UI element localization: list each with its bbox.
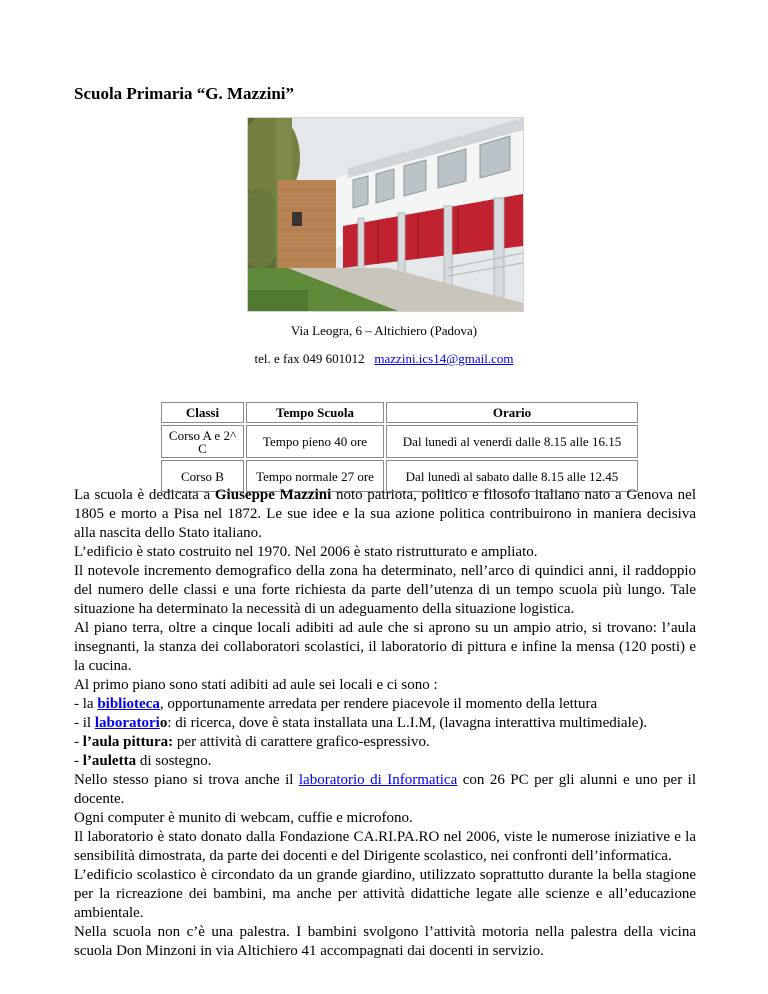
laboratorio-link[interactable]: laboratori: [94, 715, 160, 731]
cell-orario: Dal lunedì al sabato dalle 8.15 alle 12.45: [386, 460, 638, 492]
body-text: [74, 486, 696, 961]
text-run: La scuola è dedicata a: [74, 487, 215, 503]
email-link[interactable]: mazzini.ics14@gmail.com: [374, 351, 514, 366]
biblioteca-link[interactable]: biblioteca: [97, 696, 160, 712]
schedule-table: [159, 400, 640, 494]
cell-classi: Corso A e 2^ C: [161, 425, 244, 458]
text-run: - il: [74, 715, 95, 731]
paragraph: Il laboratorio è stato donato dalla Fondazione CA.RI.PA.RO nel 2006, viste le numerose iniziative e la sensibilità dimostrata, da parte dei docenti e del Dirigente scolastico, nei confronti dell’informatica.: [74, 829, 696, 864]
cell-classi: Corso B: [161, 460, 244, 492]
text-run: con 26 PC per gli alunni e uno per il docente.: [74, 772, 697, 807]
auletta-label: l’auletta: [82, 753, 137, 769]
text-run: : di ricerca, dove è stata installata una L.I.M, (lavagna interattiva multimediale).: [167, 715, 648, 731]
table-row: [161, 425, 638, 458]
text-run: -: [74, 734, 83, 750]
table-header-row: [161, 402, 638, 423]
contact-line: [0, 351, 768, 367]
header-tempo: Tempo Scuola: [246, 402, 384, 423]
text-run: - la: [74, 696, 98, 712]
paragraph: Nella scuola non c’è una palestra. I bambini svolgono l’attività motoria nella palestra della vicina scuola Don Minzoni in via Altichiero 41 accompagnati dai docenti in servizio.: [74, 924, 696, 959]
address-line: Via Leogra, 6 – Altichiero (Padova): [290, 323, 478, 338]
page-title: Scuola Primaria “G. Mazzini”: [74, 84, 295, 103]
mazzini-name: Giuseppe Mazzini: [214, 487, 332, 503]
cell-tempo: Tempo normale 27 ore: [246, 460, 384, 492]
text-run: per attività di carattere grafico-espressivo.: [173, 734, 430, 750]
list-item: [74, 733, 696, 752]
informatica-link[interactable]: laboratorio di Informatica: [298, 772, 458, 788]
paragraph: Al primo piano sono stati adibiti ad aule sei locali e ci sono :: [74, 677, 438, 693]
header-classi: Classi: [161, 402, 244, 423]
text-run: -: [74, 753, 83, 769]
school-photo-illustration: [248, 118, 523, 311]
aula-pittura-label: l’aula pittura:: [82, 734, 174, 750]
text-run: Nello stesso piano si trova anche il: [74, 772, 299, 788]
paragraph: [74, 486, 696, 543]
list-item: [74, 695, 696, 714]
paragraph: L’edificio scolastico è circondato da un grande giardino, utilizzato soprattutto durante la bella stagione per la ricreazione dei bambini, ma anche per attività didattiche legate alle scienze e all’educazione ambientale.: [74, 867, 696, 921]
cell-tempo: Tempo pieno 40 ore: [246, 425, 384, 458]
paragraph: Il notevole incremento demografico della zona ha determinato, nell’arco di quindici anni, il raddoppio del numero delle classi e una forte richiesta da parte dell’utenza di un tempo scuola più lungo. Tale situazione ha determinato la necessità di un adeguamento della situazione logistica.: [74, 563, 696, 617]
paragraph: [74, 771, 696, 809]
phone-fax: tel. e fax 049 601012: [254, 351, 365, 366]
list-item: [74, 752, 696, 771]
text-run: o: [159, 715, 168, 731]
paragraph: L’edificio è stato costruito nel 1970. Nel 2006 è stato ristrutturato e ampliato.: [74, 544, 538, 560]
paragraph: Ogni computer è munito di webcam, cuffie e microfono.: [74, 810, 413, 826]
text-run: noto patriota, politico e filosofo italiano nato a Genova nel 1805 e morto a Pisa nel 1872. Le sue idee e la sua azione politica contribuirono in maniera decisiva alla nascita dello Stato italiano.: [74, 487, 696, 541]
paragraph: Al piano terra, oltre a cinque locali adibiti ad aule che si aprono su un ampio atrio, si trovano: l’aula insegnanti, la stanza dei collaboratori scolastici, il laboratorio di pittura e infine la mensa (120 posti) e la cucina.: [74, 620, 696, 674]
header-orario: Orario: [386, 402, 638, 423]
list-item: [74, 714, 696, 733]
cell-orario: Dal lunedì al venerdì dalle 8.15 alle 16.15: [386, 425, 638, 458]
school-building-photo: [247, 117, 524, 312]
text-run: , opportunamente arredata per rendere piacevole il momento della lettura: [159, 696, 598, 712]
text-run: di sostegno.: [136, 753, 212, 769]
